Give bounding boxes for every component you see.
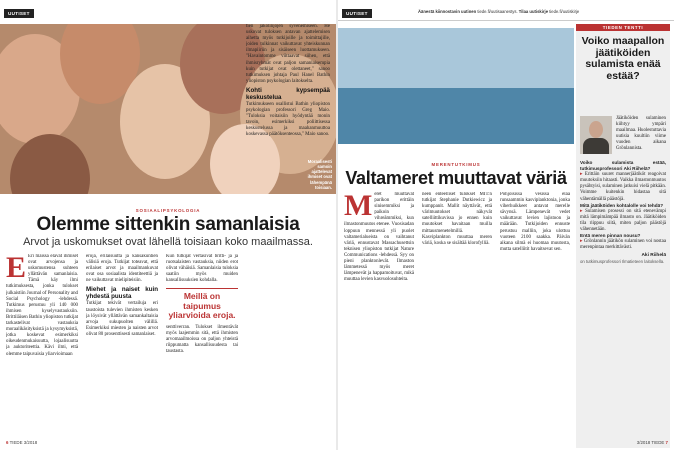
sidebar-body: Voiko sulamista estää, tutkimusprofessori Aki Riihelä? ▸ Erittäin suuret mannerjäätiköt reagoivat muutoksiin hitaasti. Vaikka ilmastonmuutos pysähtyisi, sulaminen jatkuisi vielä pitkään. Voimme kuitenkin hidastaa sitä vähentämällä päästöjä. Mitä jäätiköiden kohtalolle voi tehdä? ▸ Sulamisen prosessi on sitä etenevämpi mitä lämpimämpää ilmasto on. Jäätiköiden tila riippuu siitä, miten paljon päästöjä vähennetään. Entä meren pinnan nousu? ▸ Grönlannin jäätikön sulaminen voi nostaa merenpintaa merkittävästi. Aki Riihelä on tutkimusprofessori Ilmatieteen laitoksella. bbox=[580, 160, 667, 265]
ocean-image bbox=[338, 28, 574, 144]
section-label: UUTISET bbox=[4, 9, 34, 18]
expert-portrait bbox=[580, 116, 612, 154]
pull-quote: Meillä on taipumus yliarvioida eroja. bbox=[166, 288, 238, 321]
sidebar-intro: Jäätiköiden sulaminen kiihtyy ympäri maailmaa. Huolestuttavia uutisia kuultiin viime vuoden aikana Grönlannista. bbox=[616, 116, 666, 152]
text-column-2: neen enteelliset tulokset MIT:n tutkijat Stephanie Dutkiewicz ja kumppanit. Mallit näyttävät, että värimuutokset näkyvät satelliittikuvissa jo ennen kuin muutokset havaitaan muilla mittausmenetelmillä. Kasviplankton muuttaa meren väriä, koska se sisältää klorofylliä. bbox=[422, 192, 492, 246]
section-label: UUTISET bbox=[342, 9, 372, 18]
text-column-4: tien jakolinjojen syvenemiseen. He uskovat tuloksen antavan ajattelemisen aihetta myös tutkijoille ja toimittajille, joiden tulkinnat vaikuttavat yhteiskunnan ilmapiiriin ja sisäiseen luottamukseen. "Havaintomme viittaavat siihen, että ihmisryhmät ovat paljon samanlaisempia kuin tutkijat ovat olettaneet," sanoo tutkimuksen johtaja Paul Hanel Bathin yliopiston psykologian laitokselta. Kohti kypsempää keskustelua Tutkimukseen osallistui Bathin yliopiston psykologian professori Greg Maio. "Tuloksia voitaisiin hyödyntää monin tavoin, esimerkiksi poliittisessa keskustelussa ja maahanmuuttoa koskevassa päätöksenteossa," Maio sanoo. bbox=[246, 24, 330, 138]
top-bar: Äänestä kiinnostavin uutinen tiede.fi/uutisaanestys. Tilaa uutiskirje tiede.fi/uutiskirje bbox=[418, 9, 580, 14]
text-column-3: Pohjoisissa vesissä elää runsaammin kasviplanktonia, jonka viherhuikkeet antavat merelle sävynsä. Lämpenevät vedet vaikuttavat levien lajistoon ja määrään. Tutkijoiden ennuste perustuu malliin, joka ulottuu vuoteen 2100 saakka. Päivän aikana silmä ei huomaa muutosta, mutta satelliitit havaitsevat sen. bbox=[500, 192, 570, 252]
sidebar-credit: on tutkimusprofessori Ilmatieteen laitoksella. bbox=[580, 259, 665, 265]
right-page bbox=[338, 0, 674, 450]
article-headline: Valtameret muuttavat väriä bbox=[345, 168, 567, 188]
sidebar-tag: TIEDEN TENTTI bbox=[576, 24, 670, 31]
article-kicker: SOSIAALIPSYKOLOGIA bbox=[135, 208, 201, 213]
newsletter-link[interactable]: tiede.fi/uutiskirje bbox=[549, 9, 580, 14]
text-column-2: eroja, erilaisuutta ja kansakuntien välisiä eroja. Tutkijat toteavat, että erilaiset arvot ja maailmankuvat ovat osa sosiaalista identiteettiä ja ne vaikuttavat mielipiteisiin. Miehet ja naiset kuin yhdestä puusta Tutkijat tekivät vertailuja eri taustoista tulevien ihmisten kesken ja löysivät yllättävän samankaltaisia arvoja sukupuolten välillä. Esimerkiksi miesten ja naisten arvot olivat 80 prosenttisesti samanlaiset. bbox=[86, 254, 158, 337]
article-kicker: MERENTUTKIMUS bbox=[431, 162, 481, 167]
page-folio: 3/2018 TIEDE 7 bbox=[636, 440, 668, 445]
article-headline: Olemme sittenkin samanlaisia bbox=[36, 214, 300, 235]
left-page bbox=[0, 0, 336, 450]
page-folio: 6 TIEDE 3/2018 bbox=[6, 440, 38, 445]
subheading: Kohti kypsempää keskustelua bbox=[246, 86, 330, 101]
photo-caption: Moraalisesti samoin ajattelevat ihmiset ovat lähempänä toisiaan. bbox=[307, 158, 332, 190]
sidebar-title: Voiko maapallon jäätiköiden sulamista enää estää? bbox=[581, 35, 665, 82]
sidebar-byline: Aki Riihelä bbox=[641, 253, 666, 259]
subheading: Miehet ja naiset kuin yhdestä puusta bbox=[86, 286, 158, 301]
text-column-1: E Eri maissa elävät ihmiset ovat arvojensa ja uskomustensa suhteen yllättävän samanlaisia. Tämä käy ilmi tutkimuksesta, jonka tulokset julkaistiin Journal of Personality and Social Psychology -lehdessä. Tutkimus perustuu yli 140 000 ihmisen kyselyvastauksiin. Brittiläisen Bathin yliopiston tutkijat tarkastelivat vastauksia moraalikäsityksistä ja kysymyksistä, jotka koskevat esimerkiksi oikeudenmukaisuutta, lojaalisuutta ja auktoriteettia. Kävi ilmi, että olemme taipuvaisia yliarvioimaan bbox=[6, 254, 78, 357]
divider bbox=[338, 20, 674, 21]
text-column-3: Kun tutkijat vertasivat britti- ja ja ruotsalaisten vastauksia, niiden erot olivat vähäisiä. Samanlaisia tuloksia saatiin myös muiden kansallisuuksien kohdalla. Meillä on taipumus yliarvioida eroja. senttiverran. Tulokset ilmentävät myös laajemmin sitä, että ihmisten arvomaailmoissa on paljon yhteistä riippumatta kansallisuudesta tai taustasta. bbox=[166, 254, 238, 355]
article-deck: Arvot ja uskomukset ovat lähellä toisiaan koko maailmassa. bbox=[23, 236, 313, 248]
text-column-1: Meret muuttavat parikon erittäin sinisemmiksi ja paikoin vihreämmiksi, kun ilmastonmuutos etenee. Vuosisadan loppuun mennessä yli puolet valtamerialueista on vaihtanut väriä, ennustavat Massachusettsin teknisen yliopiston tutkijat Nature Communications -lehdessä. Syy on pieni planktonlevät. Ilmaston lämmetessä myös meret lämpenevät ja happamoituvat, mikä muuttaa levien kasvuolosuhteita. bbox=[344, 192, 414, 283]
vote-link[interactable]: tiede.fi/uutisaanestys bbox=[477, 9, 517, 14]
